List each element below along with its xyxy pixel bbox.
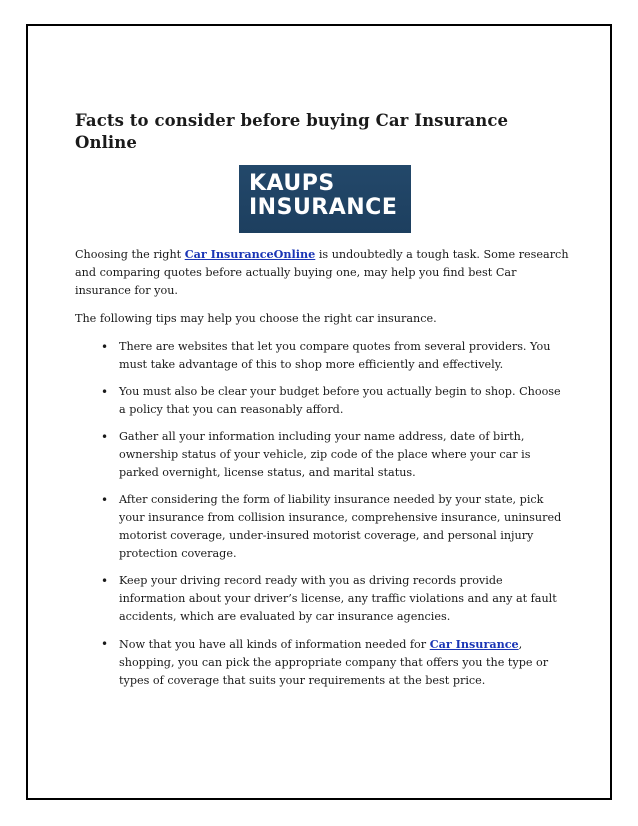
logo-line-1: KAUPS <box>249 171 335 196</box>
tip-item-2: • You must also be clear your budget before you actually begin to shop. Choose a policy that you can reasonably afford. <box>119 383 575 419</box>
car-insurance-online-link[interactable]: Car InsuranceOnline <box>184 247 316 261</box>
document-title: Facts to consider before buying Car Insurance Online <box>75 111 509 152</box>
tip-item-1: • There are websites that let you compare quotes from several providers. You must take advantage of this to shop more efficiently and effectively. <box>119 338 575 374</box>
intro-text-start: Choosing the right <box>75 248 185 261</box>
car-insurance-link[interactable]: Car Insurance <box>429 637 519 651</box>
lead-paragraph: The following tips may help you choose the right car insurance. <box>75 312 437 325</box>
tip-item-3: • Gather all your information including your name address, date of birth, ownership status of your vehicle, zip code of the place where your car is parked overnight, license status, and marital status. <box>119 428 575 482</box>
tips-list <box>75 338 575 690</box>
intro-text-end: is undoubtedly a tough task. Some research and comparing quotes before actually buying one, may help you find best Car insurance for you. <box>75 248 569 297</box>
tip-6-text-start: Now that you have all kinds of information needed for <box>119 638 430 651</box>
tip-item-5: • Keep your driving record ready with you as driving records provide information about your driver’s license, any traffic violations and any at fault accidents, which are evaluated by car insurance agencies. <box>119 572 575 626</box>
logo-line-2: INSURANCE <box>249 195 398 220</box>
logo-container <box>75 165 575 233</box>
kaups-insurance-logo <box>239 165 411 233</box>
intro-paragraph <box>75 245 575 300</box>
document-body <box>75 110 575 699</box>
tip-item-4: • After considering the form of liability insurance needed by your state, pick your insurance from collision insurance, comprehensive insurance, uninsured motorist coverage, under-insured motorist coverage, and personal injury protection coverage. <box>119 491 575 563</box>
tip-6-text-end: , shopping, you can pick the appropriate company that offers you the type or types of coverage that suits your requirements at the best price. <box>119 638 549 687</box>
tip-item-6 <box>119 635 575 690</box>
